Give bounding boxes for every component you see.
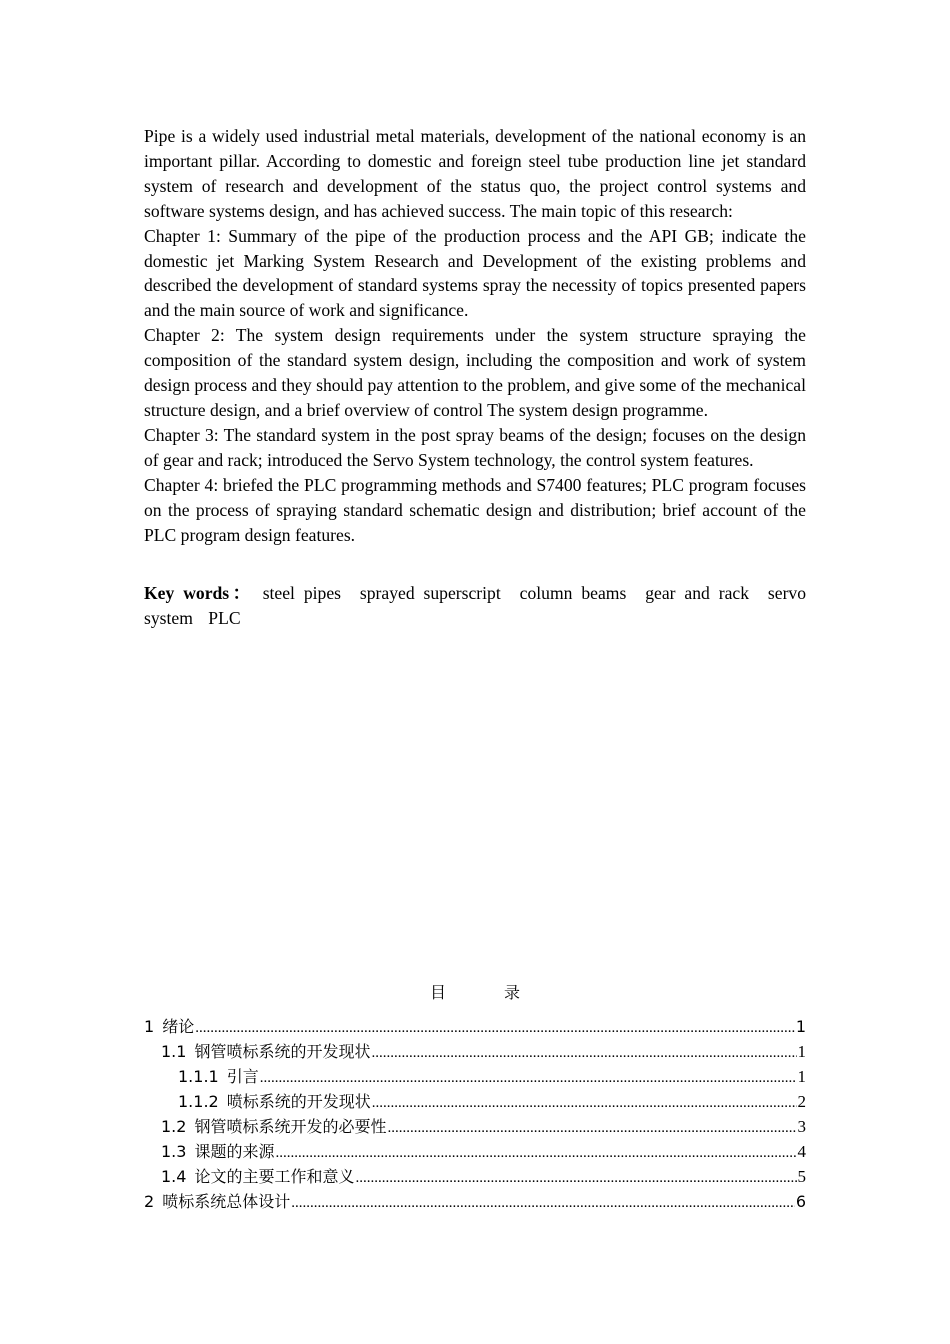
toc-entry-number: 1.1.2 (178, 1092, 219, 1111)
toc-entry-page: 1 (797, 1067, 806, 1086)
toc-entry-title: 绪论 (162, 1017, 195, 1036)
toc-entry[interactable] (144, 1114, 806, 1139)
toc-leader-dots (372, 1091, 797, 1116)
toc-leader-dots (387, 1116, 796, 1141)
toc-entry-page: 4 (797, 1142, 806, 1161)
toc-entry-title: 课题的来源 (194, 1142, 275, 1161)
toc-leader-dots (371, 1041, 796, 1066)
toc-leader-dots (195, 1016, 795, 1041)
toc-title (144, 982, 806, 1004)
toc-entry-title: 喷标系统的开发现状 (226, 1092, 371, 1111)
toc-leader-dots (260, 1066, 797, 1091)
keyword-item: steel pipes (262, 583, 341, 604)
keyword-item: sprayed superscript (359, 583, 501, 604)
toc-entry-title: 钢管喷标系统的开发现状 (194, 1042, 371, 1061)
toc-entry-title: 引言 (226, 1067, 259, 1086)
toc-entry-page: 3 (797, 1117, 806, 1136)
keywords-label: Key words： (144, 583, 254, 604)
toc-entry[interactable] (144, 1039, 806, 1064)
toc-entry-page: 6 (795, 1192, 806, 1211)
toc-entry-title: 钢管喷标系统开发的必要性 (194, 1117, 387, 1136)
keyword-item: column beams (519, 583, 627, 604)
toc-leader-dots (355, 1166, 796, 1191)
toc-entry-page: 2 (797, 1092, 806, 1111)
toc-entry-number: 1.4 (161, 1167, 187, 1186)
keyword-item: servo system (144, 583, 807, 629)
toc-entry-number: 1.1.1 (178, 1067, 219, 1086)
toc-entry-page: 1 (795, 1017, 806, 1036)
abstract-paragraph-chapter-4: Chapter 4: briefed the PLC programming methods and S7400 features; PLC program focuses on the process of spraying standard schematic design and distribution; brief account of the PLC program design features. (144, 474, 806, 545)
toc-entry-title: 喷标系统总体设计 (162, 1192, 291, 1211)
toc-entry-number: 1.3 (161, 1142, 187, 1161)
toc-entry-number: 2 (144, 1192, 155, 1211)
table-of-contents (144, 982, 806, 1214)
toc-leader-dots (275, 1141, 796, 1166)
document-page (144, 124, 806, 631)
toc-entry-number: 1.2 (161, 1117, 187, 1136)
toc-entry[interactable] (144, 1139, 806, 1164)
keyword-item: PLC (208, 608, 241, 629)
toc-entry-number: 1.1 (161, 1042, 187, 1061)
toc-leader-dots (291, 1191, 795, 1216)
toc-entry[interactable] (144, 1189, 806, 1214)
toc-entry[interactable] (144, 1089, 806, 1114)
toc-entry-page: 5 (797, 1167, 806, 1186)
abstract-paragraph-chapter-3: Chapter 3: The standard system in the post spray beams of the design; focuses on the design of gear and rack; introduced the Servo System technology, the control system features. (144, 424, 806, 470)
toc-entry[interactable] (144, 1164, 806, 1189)
toc-entry-page: 1 (797, 1042, 806, 1061)
abstract-paragraph-chapter-1: Chapter 1: Summary of the pipe of the production process and the API GB; indicate the domestic jet Marking System Research and Development of the existing problems and described the development of standard systems spray the necessity of topics presented papers and the main source of work and significance. (144, 225, 806, 321)
toc-entry[interactable] (144, 1014, 806, 1039)
abstract-body (144, 124, 806, 547)
toc-title-left: 目 (429, 983, 446, 1002)
abstract-paragraph-chapter-2: Chapter 2: The system design requirements under the system structure spraying the composition of the standard system design, including the composition and work of system design process and they should pay attention to the problem, and give some of the mechanical structure design, and a brief overview of control The system design programme. (144, 325, 806, 420)
toc-entry[interactable] (144, 1064, 806, 1089)
keywords-line (144, 581, 806, 631)
abstract-paragraph-intro: Pipe is a widely used industrial metal materials, development of the national economy is an important pillar. According to domestic and foreign steel tube production line jet standard system of research and development of the status quo, the project control systems and software systems design, and has achieved success. The main topic of this research: (144, 126, 806, 221)
keyword-item: gear and rack (645, 583, 749, 604)
toc-entry-title: 论文的主要工作和意义 (194, 1167, 355, 1186)
toc-title-right: 录 (504, 983, 521, 1002)
toc-entry-number: 1 (144, 1017, 155, 1036)
